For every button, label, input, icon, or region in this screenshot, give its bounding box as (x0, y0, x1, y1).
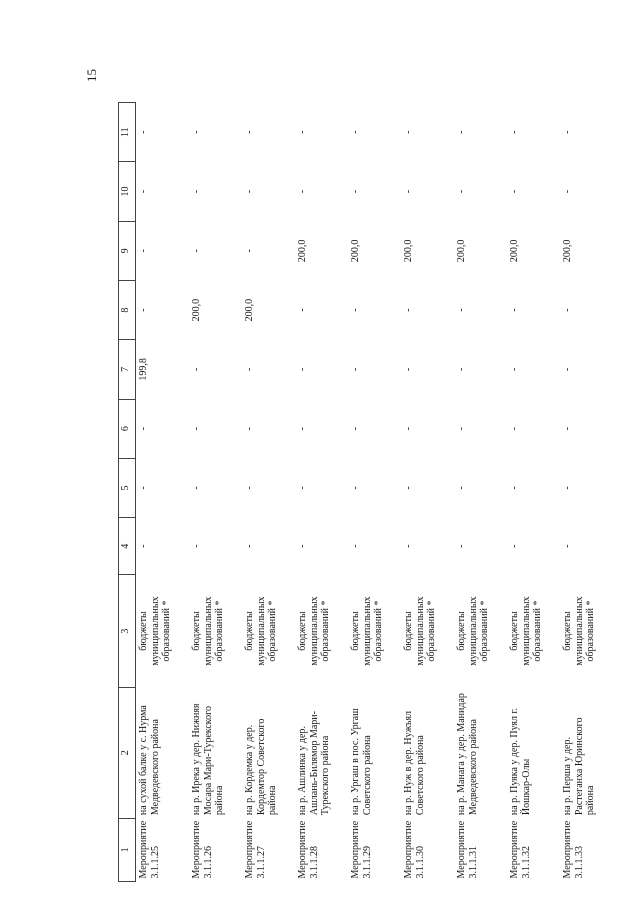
value-cell: 200,0 (297, 239, 308, 263)
value-cell: - (191, 486, 202, 490)
table-row (401, 103, 454, 882)
measure-name: на сухой балке у с. Нурма Медведевского района (138, 705, 161, 816)
table-row (242, 103, 295, 882)
measure-id: Мероприятие 3.1.1.31 (456, 820, 479, 879)
value-cell: - (562, 308, 573, 312)
value-cell: - (191, 544, 202, 548)
value-cell: - (456, 308, 467, 312)
value-cell: - (509, 486, 520, 490)
value-cell: 200,0 (244, 298, 255, 322)
value-cell: - (456, 130, 467, 134)
value-cell: - (562, 367, 573, 372)
funding-source: бюджеты муниципальных образований * (297, 596, 331, 666)
value-cell: - (297, 189, 308, 194)
value-cell: - (403, 130, 414, 134)
measure-id: Мероприятие 3.1.1.26 (191, 820, 214, 879)
value-cell: - (244, 367, 255, 372)
value-cell: - (403, 486, 414, 490)
value-cell: - (562, 189, 573, 194)
funding-source: бюджеты муниципальных образований * (403, 596, 437, 666)
value-cell: - (350, 544, 361, 548)
measures-table (118, 102, 613, 882)
table-row (295, 103, 348, 882)
value-cell: - (297, 544, 308, 548)
table-row (348, 103, 401, 882)
value-cell: 200,0 (509, 239, 520, 263)
measure-name: на р. Ирека у дер. Нижняя Мосара Мари-Турекского района (191, 703, 225, 816)
measure-name: на р. Ургаш в пос. Ургаш Советского района (350, 708, 373, 816)
value-cell: - (244, 486, 255, 490)
value-cell: 200,0 (191, 298, 202, 322)
measure-name: на р. Першa у дер. Растеганха Юринского района (562, 717, 596, 816)
value-cell: 199,8 (138, 358, 149, 381)
value-cell: - (297, 367, 308, 372)
value-cell: - (509, 308, 520, 312)
header-cell: 4 (119, 518, 136, 575)
value-cell: - (403, 189, 414, 194)
value-cell: - (562, 427, 573, 431)
value-cell: - (456, 189, 467, 194)
value-cell: - (562, 544, 573, 548)
measure-id: Мероприятие 3.1.1.33 (562, 820, 585, 879)
value-cell: - (138, 486, 149, 490)
header-cell: 7 (119, 340, 136, 399)
funding-source: бюджеты муниципальных образований * (138, 596, 172, 666)
value-cell: 200,0 (350, 239, 361, 263)
table-row (454, 103, 507, 882)
value-cell: - (456, 367, 467, 372)
value-cell: 200,0 (562, 239, 573, 263)
header-cell: 3 (119, 575, 136, 687)
header-cell: 2 (119, 687, 136, 818)
measure-name: на р. Пуяка у дер. Пуял г. Йошкар-Олы (509, 708, 532, 816)
measure-id: Мероприятие 3.1.1.25 (138, 820, 161, 879)
value-cell: - (350, 308, 361, 312)
measure-name: на р. Кордемка у дер. Кордемтор Советского района (244, 718, 278, 816)
header-cell: 5 (119, 458, 136, 517)
value-cell: - (350, 130, 361, 134)
value-cell: - (138, 130, 149, 134)
funding-source: бюджеты муниципальных образований * (509, 596, 543, 666)
header-cell: 9 (119, 221, 136, 280)
value-cell: - (456, 486, 467, 490)
value-cell: - (509, 427, 520, 431)
value-cell: - (191, 427, 202, 431)
measure-id: Мероприятие 3.1.1.29 (350, 820, 373, 879)
measure-name: на р. Нуж в дер. Нужъял Советского района (403, 710, 426, 816)
value-cell: - (509, 130, 520, 134)
value-cell: - (509, 189, 520, 194)
table-header-row (119, 103, 136, 882)
value-cell: - (403, 367, 414, 372)
value-cell: - (138, 544, 149, 548)
value-cell: - (562, 130, 573, 134)
value-cell: - (191, 189, 202, 194)
value-cell: - (297, 308, 308, 312)
header-cell: 8 (119, 280, 136, 339)
table-row (560, 103, 613, 882)
header-cell: 1 (119, 818, 136, 881)
value-cell: - (244, 189, 255, 194)
value-cell: - (403, 427, 414, 431)
value-cell: - (456, 544, 467, 548)
value-cell: 200,0 (456, 239, 467, 263)
funding-source: бюджеты муниципальных образований * (456, 596, 490, 666)
value-cell: - (244, 249, 255, 253)
value-cell: - (297, 427, 308, 431)
value-cell: - (350, 427, 361, 431)
funding-source: бюджеты муниципальных образований * (350, 596, 384, 666)
value-cell: - (350, 367, 361, 372)
table-row (189, 103, 242, 882)
page-number: 15 (84, 69, 99, 82)
value-cell: - (456, 427, 467, 431)
value-cell: - (138, 308, 149, 312)
header-cell: 10 (119, 162, 136, 221)
value-cell: - (350, 486, 361, 490)
measure-id: Мероприятие 3.1.1.32 (509, 820, 532, 879)
measure-name: на р. Ашлинка у дер. Ашлань-Билямор Мари-Турекского района (297, 711, 331, 816)
measure-id: Мероприятие 3.1.1.30 (403, 820, 426, 879)
value-cell: - (509, 367, 520, 372)
value-cell: - (244, 427, 255, 431)
funding-source: бюджеты муниципальных образований * (191, 596, 225, 666)
value-cell: - (403, 308, 414, 312)
funding-source: бюджеты муниципальных образований * (562, 596, 596, 666)
value-cell: - (509, 544, 520, 548)
value-cell: - (244, 544, 255, 548)
value-cell: - (297, 130, 308, 134)
value-cell: - (138, 189, 149, 194)
funding-source: бюджеты муниципальных образований * (244, 596, 278, 666)
table-row (136, 103, 190, 882)
header-cell: 11 (119, 103, 136, 162)
table-row (507, 103, 560, 882)
value-cell: - (562, 486, 573, 490)
measure-id: Мероприятие 3.1.1.27 (244, 820, 267, 879)
value-cell: - (403, 544, 414, 548)
value-cell: - (138, 249, 149, 253)
table-body (136, 103, 614, 882)
rotated-page-content (118, 102, 596, 882)
value-cell: - (191, 367, 202, 372)
value-cell: - (297, 486, 308, 490)
value-cell: - (191, 249, 202, 253)
value-cell: - (138, 427, 149, 431)
value-cell: - (350, 189, 361, 194)
measure-id: Мероприятие 3.1.1.28 (297, 820, 320, 879)
measure-name: на р. Манага у дер. Манидар Медведевского района (456, 693, 479, 816)
value-cell: - (244, 130, 255, 134)
value-cell: 200,0 (403, 239, 414, 263)
value-cell: - (191, 130, 202, 134)
header-cell: 6 (119, 399, 136, 458)
